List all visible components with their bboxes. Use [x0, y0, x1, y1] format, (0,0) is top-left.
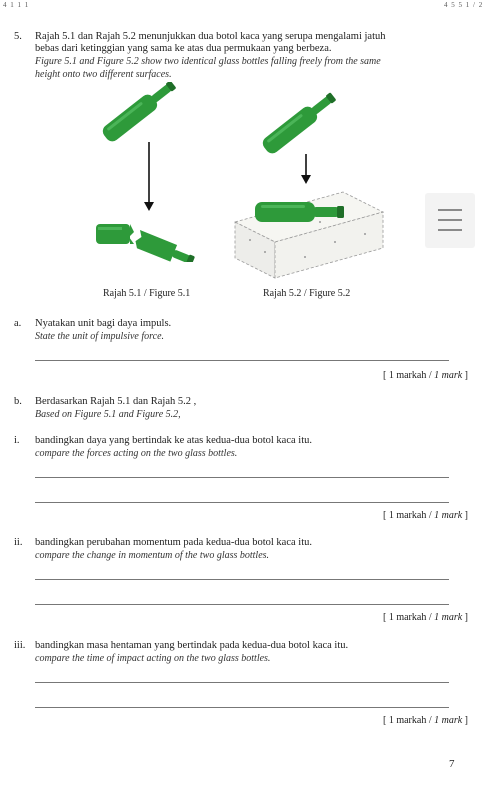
part-a-label: a.	[14, 318, 22, 329]
sub-i-question-ms: bandingkan daya yang bertindak ke atas kedua-dua botol kaca itu.	[35, 435, 312, 446]
sub-iii-label: iii.	[14, 640, 26, 651]
intro-en-line-1: Figure 5.1 and Figure 5.2 show two identical glass bottles falling freely from the same	[35, 56, 381, 67]
fall-arrow-head-icon	[301, 175, 311, 184]
answer-line-ii-2[interactable]	[35, 604, 449, 605]
hamburger-menu-icon-bar-1	[438, 209, 462, 211]
hamburger-menu-button[interactable]	[425, 193, 475, 248]
answer-line-iii-2[interactable]	[35, 707, 449, 708]
sub-iii-marks: [ 1 markah / 1 mark ]	[383, 715, 468, 726]
sub-i-label: i.	[14, 435, 20, 446]
part-b-question-en: Based on Figure 5.1 and Figure 5.2,	[35, 409, 181, 420]
fall-arrow-head-icon	[144, 202, 154, 211]
answer-line-i-1[interactable]	[35, 477, 449, 478]
page-number: 7	[449, 758, 455, 770]
header-left-mark: 4 1 1 1	[3, 1, 30, 9]
sub-i-marks: [ 1 markah / 1 mark ]	[383, 510, 468, 521]
falling-bottle-icon	[260, 89, 339, 156]
figure-5-1-illustration	[90, 82, 220, 262]
intro-en-line-2: height onto two different surfaces.	[35, 69, 172, 80]
sub-ii-question-en: compare the change in momentum of the two glass bottles.	[35, 550, 270, 561]
part-b-question-ms: Berdasarkan Rajah 5.1 dan Rajah 5.2 ,	[35, 396, 197, 407]
part-b-label: b.	[14, 396, 22, 407]
sub-i-question-en: compare the forces acting on the two glass bottles.	[35, 448, 238, 459]
answer-line-iii-1[interactable]	[35, 682, 449, 683]
answer-line-i-2[interactable]	[35, 502, 449, 503]
intro-ms-line-1: Rajah 5.1 dan Rajah 5.2 menunjukkan dua botol kaca yang serupa mengalami jatuh	[35, 31, 386, 42]
figure-5-2-illustration	[225, 82, 405, 282]
answer-line-ii-1[interactable]	[35, 579, 449, 580]
sub-iii-question-en: compare the time of impact acting on the two glass bottles.	[35, 653, 271, 664]
sub-ii-marks: [ 1 markah / 1 mark ]	[383, 612, 468, 623]
hamburger-menu-icon-bar-3	[438, 229, 462, 231]
sub-ii-question-ms: bandingkan perubahan momentum pada kedua-dua botol kaca itu.	[35, 537, 312, 548]
sub-iii-question-ms: bandingkan masa hentaman yang bertindak pada kedua-dua botol kaca itu.	[35, 640, 349, 651]
header-right-mark: 4 5 5 1 / 2	[444, 1, 484, 9]
hamburger-menu-icon-bar-2	[438, 219, 462, 221]
broken-bottle-icon	[96, 224, 197, 262]
answer-line-a[interactable]	[35, 360, 449, 361]
figure-5-2-caption: Rajah 5.2 / Figure 5.2	[263, 288, 351, 299]
part-a-question-ms: Nyatakan unit bagi daya impuls.	[35, 318, 172, 329]
question-number: 5.	[14, 31, 22, 42]
part-a-question-en: State the unit of impulsive force.	[35, 331, 165, 342]
falling-bottle-icon	[100, 82, 179, 144]
figure-5-1-caption: Rajah 5.1 / Figure 5.1	[103, 288, 191, 299]
sub-ii-label: ii.	[14, 537, 23, 548]
part-a-marks: [ 1 markah / 1 mark ]	[383, 370, 468, 381]
intro-ms-line-2: bebas dari ketinggian yang sama ke atas dua permukaan yang berbeza.	[35, 43, 332, 54]
